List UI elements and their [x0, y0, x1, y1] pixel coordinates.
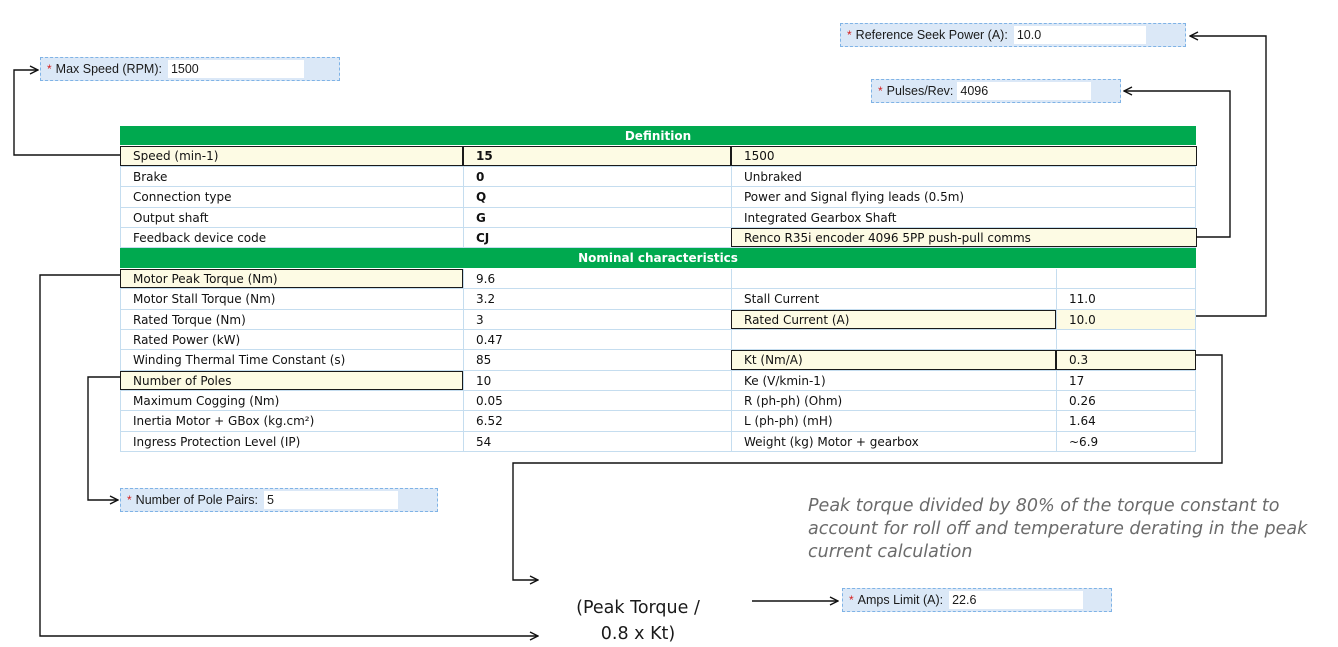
feedback-desc-cell: Renco R35i encoder 4096 5PP push-pull comms [731, 228, 1197, 247]
max-speed-label: Max Speed (RPM): [55, 62, 162, 76]
row-value2: 0.26 [1056, 391, 1196, 410]
kt-connector [513, 355, 1222, 580]
row-value2: 17 [1056, 371, 1196, 390]
kt-value-cell: 0.3 [1056, 350, 1196, 369]
formula-line-2: 0.8 x Kt) [600, 624, 676, 644]
peak-current-note: Peak torque divided by 80% of the torque constant to account for roll off and temperature derating in the peak current calculation [808, 496, 1308, 562]
pulses-connector [1124, 91, 1230, 237]
pulses-rev-input[interactable]: 4096 [957, 82, 1091, 100]
row-desc: Unbraked [731, 167, 1196, 186]
row-value2: 1.64 [1056, 411, 1196, 430]
required-marker: * [849, 593, 854, 607]
number-of-poles-name-cell: Number of Poles [120, 371, 463, 390]
pole-pairs-label: Number of Pole Pairs: [135, 493, 258, 507]
peak-torque-connector [40, 275, 538, 636]
row-name: Motor Stall Torque (Nm) [120, 289, 463, 308]
required-marker: * [47, 62, 52, 76]
peak-torque-name-cell: Motor Peak Torque (Nm) [120, 269, 463, 288]
peak-torque-value-cell: 9.6 [463, 269, 731, 288]
row-name: Maximum Cogging (Nm) [120, 391, 463, 410]
row-value2: 11.0 [1056, 289, 1196, 308]
row-desc: Power and Signal flying leads (0.5m) [731, 187, 1196, 206]
definition-header: Definition [120, 126, 1196, 146]
row-value: 10 [463, 371, 731, 390]
row-name: Connection type [120, 187, 463, 206]
row-value: 3.2 [463, 289, 731, 308]
row-value: 0.47 [463, 330, 731, 349]
row-value: 6.52 [463, 411, 731, 430]
speed-desc-cell: 1500 [731, 146, 1197, 165]
row-value2: ~6.9 [1056, 432, 1196, 451]
row-code: Q [463, 187, 731, 206]
amps-limit-input[interactable]: 22.6 [949, 591, 1083, 609]
row-name2: Weight (kg) Motor + gearbox [731, 432, 1056, 451]
formula-line-1: (Peak Torque / [576, 598, 700, 618]
kt-name-cell: Kt (Nm/A) [731, 350, 1056, 369]
speed-connector [14, 70, 120, 155]
row-name: Rated Power (kW) [120, 330, 463, 349]
row-name: Winding Thermal Time Constant (s) [120, 350, 463, 369]
row-value: 85 [463, 350, 731, 369]
reference-seek-power-label: Reference Seek Power (A): [855, 28, 1008, 42]
rated-current-name-cell: Rated Current (A) [731, 310, 1056, 329]
row-name2: L (ph-ph) (mH) [731, 411, 1056, 430]
reference-seek-power-input[interactable]: 10.0 [1014, 26, 1146, 44]
speed-code-cell: 15 [463, 146, 731, 165]
row-name: Rated Torque (Nm) [120, 310, 463, 329]
row-value: 0.05 [463, 391, 731, 410]
row-name: Inertia Motor + GBox (kg.cm²) [120, 411, 463, 430]
row-value: 54 [463, 432, 731, 451]
row-name2: Ke (V/kmin-1) [731, 371, 1056, 390]
max-speed-input[interactable]: 1500 [168, 60, 304, 78]
required-marker: * [127, 493, 132, 507]
row-code: CJ [463, 228, 731, 247]
required-marker: * [847, 28, 852, 42]
row-code: G [463, 208, 731, 227]
row-name: Output shaft [120, 208, 463, 227]
pole-pairs-input[interactable]: 5 [264, 491, 398, 509]
row-value: 3 [463, 310, 731, 329]
row-desc: Integrated Gearbox Shaft [731, 208, 1196, 227]
speed-name-cell: Speed (min-1) [120, 146, 463, 165]
row-code: 0 [463, 167, 731, 186]
pulses-rev-label: Pulses/Rev: [886, 84, 954, 98]
rated-current-connector [1190, 36, 1266, 316]
row-name: Brake [120, 167, 463, 186]
row-name: Ingress Protection Level (IP) [120, 432, 463, 451]
amps-limit-label: Amps Limit (A): [857, 593, 944, 607]
rated-current-value-cell: 10.0 [1056, 310, 1196, 329]
nominal-header: Nominal characteristics [120, 248, 1196, 268]
poles-connector [88, 377, 120, 500]
row-name: Feedback device code [120, 228, 463, 247]
required-marker: * [878, 84, 883, 98]
row-name2: R (ph-ph) (Ohm) [731, 391, 1056, 410]
row-name2: Stall Current [731, 289, 1056, 308]
